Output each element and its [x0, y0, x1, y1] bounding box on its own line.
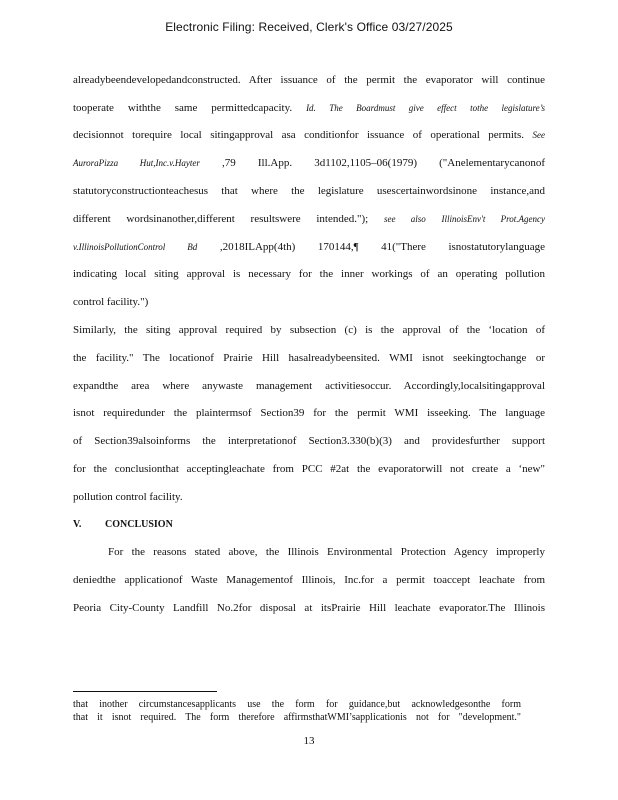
conclusion-line-1: For the reasons stated above, the Illinois Environmental Protection Agency improperly — [108, 546, 545, 558]
body-line-9: control facility.") — [73, 296, 149, 308]
body-line-1: alreadybeendevelopedandconstructed. After issuance of the permit the evaporator will continue — [73, 74, 545, 86]
body-line-4-rest: ,79 Ill.App. 3d1102,1105–06(1979) ("Anelementarycanonof — [222, 157, 546, 169]
body-line-15: for the conclusionthat acceptingleachate from PCC #2at the evaporatorwill not create a ‘new" — [73, 463, 545, 475]
body-line-4 — [73, 157, 545, 170]
body-line-12: expandthe area where anywaste management activitiesoccur. Accordingly,localsitingapproval — [73, 380, 545, 392]
body-line-3 — [73, 129, 545, 142]
body-line-5: statutoryconstructionteachesus that where the legislature usescertainwordsinone instance,and — [73, 185, 545, 197]
section-title: CONCLUSION — [105, 519, 173, 530]
footnote-line-2: that it isnot required. The form therefore affirmsthatWMI’sapplicationis not for "development." — [73, 712, 521, 723]
footnote-line-1: that inother circumstancesapplicants use the form for guidance,but acknowledgesonthe form — [73, 699, 521, 710]
body-line-10: Similarly, the siting approval required by subsection (c) is the approval of the ‘location of — [73, 324, 545, 336]
footnote-divider — [73, 691, 217, 692]
body-line-2-start: tooperate withthe same permittedcapacity. — [73, 102, 293, 114]
body-line-3-start: decisionnot torequire local sitingapproval asa conditionfor issuance of operational permits. — [73, 129, 525, 141]
body-line-7-rest: ,2018ILApp(4th) 170144,¶ 41("There isnostatutorylanguage — [219, 241, 546, 253]
case-citation-ipcb: v.IllinoisPollutionControl Bd — [73, 242, 198, 252]
body-line-11: the facility." The locationof Prairie Hill hasalreadybeensited. WMI isnot seekingtochange or — [73, 352, 545, 364]
conclusion-line-2: deniedthe applicationof Waste Managementof Illinois, Inc.for a permit toaccept leachate from — [73, 574, 545, 586]
body-line-8: indicating local siting approval is necessary for the inner workings of an operating pollution — [73, 268, 545, 280]
body-line-3-see: See — [532, 130, 545, 140]
case-citation-aurora: AuroraPizza Hut,Inc.v.Hayter — [73, 158, 200, 168]
body-line-6-start: different wordsinanother,different resultswere intended."); — [73, 213, 369, 225]
body-line-13: isnot requiredunder the plaintermsof Section39 for the permit WMI isseeking. The language — [73, 407, 545, 419]
body-line-7 — [73, 241, 545, 254]
body-line-16: pollution control facility. — [73, 491, 183, 503]
section-heading — [73, 519, 173, 530]
page-number: 13 — [303, 735, 315, 747]
case-citation-iepa: IllinoisEnv't Prot.Agency — [441, 214, 546, 224]
conclusion-line-3: Peoria City-County Landfill No.2for disposal at itsPrairie Hill leachate evaporator.The Illinois — [73, 602, 545, 614]
body-line-14: of Section39alsoinforms the interpretationof Section3.330(b)(3) and providesfurther support — [73, 435, 545, 447]
body-line-2-tail: Id. The Boardmust give effect tothe legislature’s — [306, 103, 546, 113]
section-number: V. — [73, 519, 82, 530]
signal-see-also: see also — [383, 214, 426, 224]
body-line-6 — [73, 213, 545, 226]
body-line-2 — [73, 102, 545, 115]
filing-header: Electronic Filing: Received, Clerk's Office 03/27/2025 — [165, 20, 453, 34]
